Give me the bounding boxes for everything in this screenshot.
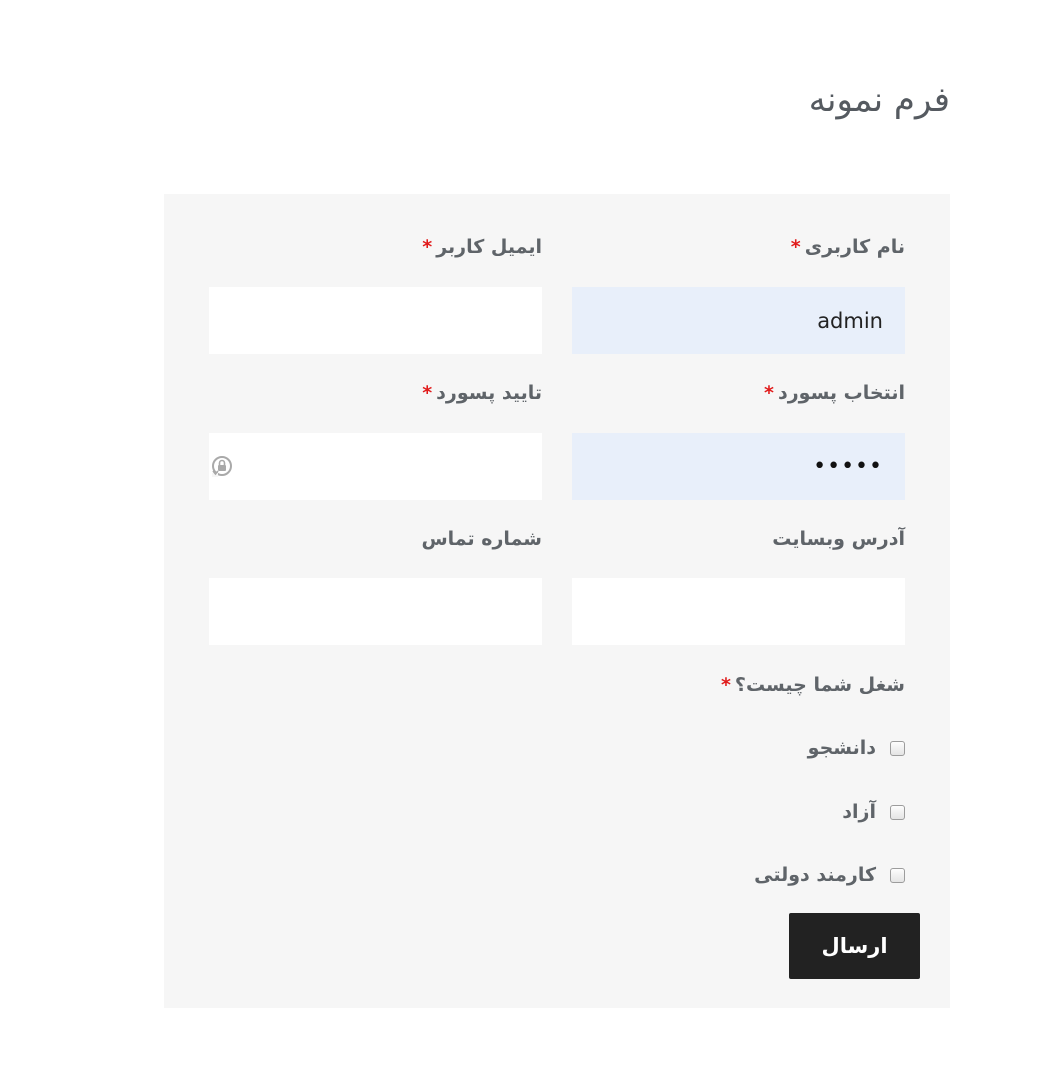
username-label-text: نام کاربری [804, 236, 905, 258]
required-mark: * [764, 382, 774, 404]
occupation-option-student[interactable] [808, 735, 905, 761]
occupation-label [721, 673, 905, 697]
key-lock-icon[interactable] [210, 454, 234, 478]
government-employee-checkbox[interactable] [890, 868, 905, 883]
password-label-text: انتخاب پسورد [777, 382, 905, 404]
occupation-option-freelance[interactable] [842, 799, 905, 825]
occupation-option-government-employee[interactable] [754, 862, 905, 888]
phone-label-text: شماره تماس [421, 528, 542, 550]
submit-button[interactable]: ارسال [789, 913, 920, 979]
website-label-text: آدرس وبسایت [772, 528, 905, 550]
username-input[interactable] [572, 287, 905, 354]
government-employee-option-label: کارمند دولتی [754, 864, 876, 886]
student-option-label: دانشجو [807, 737, 876, 759]
required-mark: * [790, 236, 801, 258]
student-checkbox[interactable] [890, 741, 905, 756]
email-label [422, 235, 542, 259]
phone-label [421, 527, 542, 551]
email-label-text: ایمیل کاربر [436, 236, 542, 258]
freelance-option-label: آزاد [842, 801, 876, 823]
password-masked-value: ••••• [813, 454, 883, 479]
freelance-checkbox[interactable] [890, 805, 905, 820]
required-mark: * [422, 382, 433, 404]
confirm-password-input[interactable] [209, 433, 542, 500]
page-title: فرم نمونه [808, 80, 950, 120]
email-input[interactable] [209, 287, 542, 354]
occupation-label-text: شغل شما چیست؟ [734, 674, 905, 696]
website-input[interactable] [572, 578, 905, 645]
confirm-password-field [209, 433, 542, 500]
required-mark: * [422, 236, 433, 258]
confirm-password-label [422, 381, 542, 405]
password-input[interactable] [572, 433, 905, 500]
username-label [791, 235, 905, 259]
required-mark: * [720, 674, 731, 696]
sample-form [164, 194, 950, 1008]
phone-input[interactable] [209, 578, 542, 645]
confirm-password-label-text: تایید پسورد [436, 382, 542, 404]
password-label [764, 381, 905, 405]
website-label [772, 527, 905, 551]
